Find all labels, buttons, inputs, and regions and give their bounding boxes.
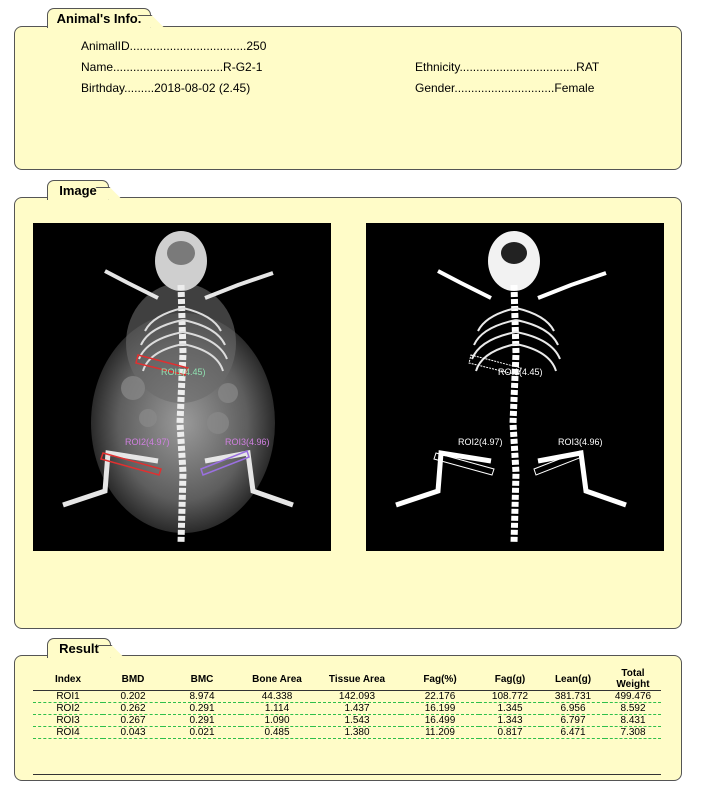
- table-cell: 0.021: [163, 727, 241, 739]
- col-header: Tissue Area: [313, 668, 401, 691]
- ethnicity-field: Ethnicity...................................RAT: [415, 60, 600, 74]
- left-roi1-label: ROI1(4.45): [161, 367, 206, 377]
- table-cell: 1.090: [241, 715, 313, 727]
- xray-image-tissue[interactable]: [33, 223, 331, 551]
- spine: [180, 285, 183, 543]
- table-header-row: [33, 668, 661, 691]
- col-header: Fag(%): [401, 668, 479, 691]
- table-cell: 11.209: [401, 727, 479, 739]
- table-cell: 0.291: [163, 715, 241, 727]
- skull-cavity: [501, 242, 527, 264]
- col-header: BMC: [163, 668, 241, 691]
- animal-info-title: Animal's Info.: [56, 11, 142, 26]
- table-cell: 0.202: [103, 691, 163, 703]
- table-cell: ROI4: [33, 727, 103, 739]
- table-row[interactable]: [33, 715, 661, 727]
- right-roi1-label: ROI1(4.45): [498, 367, 543, 377]
- left-roi3-label: ROI3(4.96): [225, 437, 270, 447]
- table-cell: 6.956: [541, 703, 605, 715]
- xray-image-bone[interactable]: [366, 223, 664, 551]
- table-cell: 16.199: [401, 703, 479, 715]
- table-bottom-divider: [33, 774, 661, 775]
- table-cell: 108.772: [479, 691, 541, 703]
- animal-id-field: AnimalID...................................250: [81, 39, 267, 53]
- gender-field: Gender..............................Female: [415, 81, 595, 95]
- table-cell: 16.499: [401, 715, 479, 727]
- tab-result[interactable]: [47, 638, 111, 658]
- table-row[interactable]: [33, 703, 661, 715]
- table-cell: 22.176: [401, 691, 479, 703]
- col-header: Index: [33, 668, 103, 691]
- birthday-field: Birthday.........2018-08-02 (2.45): [81, 81, 251, 95]
- tab-image[interactable]: [47, 180, 109, 200]
- table-cell: 0.817: [479, 727, 541, 739]
- table-cell: 381.731: [541, 691, 605, 703]
- table-cell: 8.974: [163, 691, 241, 703]
- result-title: Result: [59, 641, 99, 656]
- xray-tissue-svg: [33, 223, 331, 551]
- table-cell: 1.114: [241, 703, 313, 715]
- col-header: Fag(g): [479, 668, 541, 691]
- result-panel: [14, 655, 682, 781]
- table-cell: 8.592: [605, 703, 661, 715]
- col-header: Bone Area: [241, 668, 313, 691]
- table-cell: 1.345: [479, 703, 541, 715]
- col-header: BMD: [103, 668, 163, 691]
- xray-bone-svg: [366, 223, 664, 551]
- table-cell: 499.476: [605, 691, 661, 703]
- table-cell: 7.308: [605, 727, 661, 739]
- table-cell: 6.471: [541, 727, 605, 739]
- table-cell: 0.291: [163, 703, 241, 715]
- col-header: Lean(g): [541, 668, 605, 691]
- table-cell: 1.343: [479, 715, 541, 727]
- table-cell: 0.267: [103, 715, 163, 727]
- table-cell: 1.437: [313, 703, 401, 715]
- table-cell: ROI2: [33, 703, 103, 715]
- table-cell: 6.797: [541, 715, 605, 727]
- table-cell: ROI1: [33, 691, 103, 703]
- table-row[interactable]: [33, 691, 661, 703]
- right-roi2-label: ROI2(4.97): [458, 437, 503, 447]
- right-roi3-label: ROI3(4.96): [558, 437, 603, 447]
- name-field: Name.................................R-G2-1: [81, 60, 263, 74]
- left-roi2-label: ROI2(4.97): [125, 437, 170, 447]
- table-row[interactable]: [33, 727, 661, 739]
- table-cell: 0.043: [103, 727, 163, 739]
- hind-legs: [396, 453, 626, 505]
- table-cell: 44.338: [241, 691, 313, 703]
- result-table: [33, 668, 661, 739]
- table-cell: ROI3: [33, 715, 103, 727]
- col-header: Total Weight: [605, 668, 661, 691]
- spine: [513, 285, 516, 543]
- table-cell: 0.485: [241, 727, 313, 739]
- table-cell: 142.093: [313, 691, 401, 703]
- table-cell: 8.431: [605, 715, 661, 727]
- table-cell: 1.380: [313, 727, 401, 739]
- table-cell: 1.543: [313, 715, 401, 727]
- image-title: Image: [59, 183, 97, 198]
- table-cell: 0.262: [103, 703, 163, 715]
- animal-info-panel: [14, 26, 682, 170]
- image-panel: [14, 197, 682, 629]
- skull-cavity: [167, 241, 195, 265]
- tab-animal-info[interactable]: [47, 8, 151, 28]
